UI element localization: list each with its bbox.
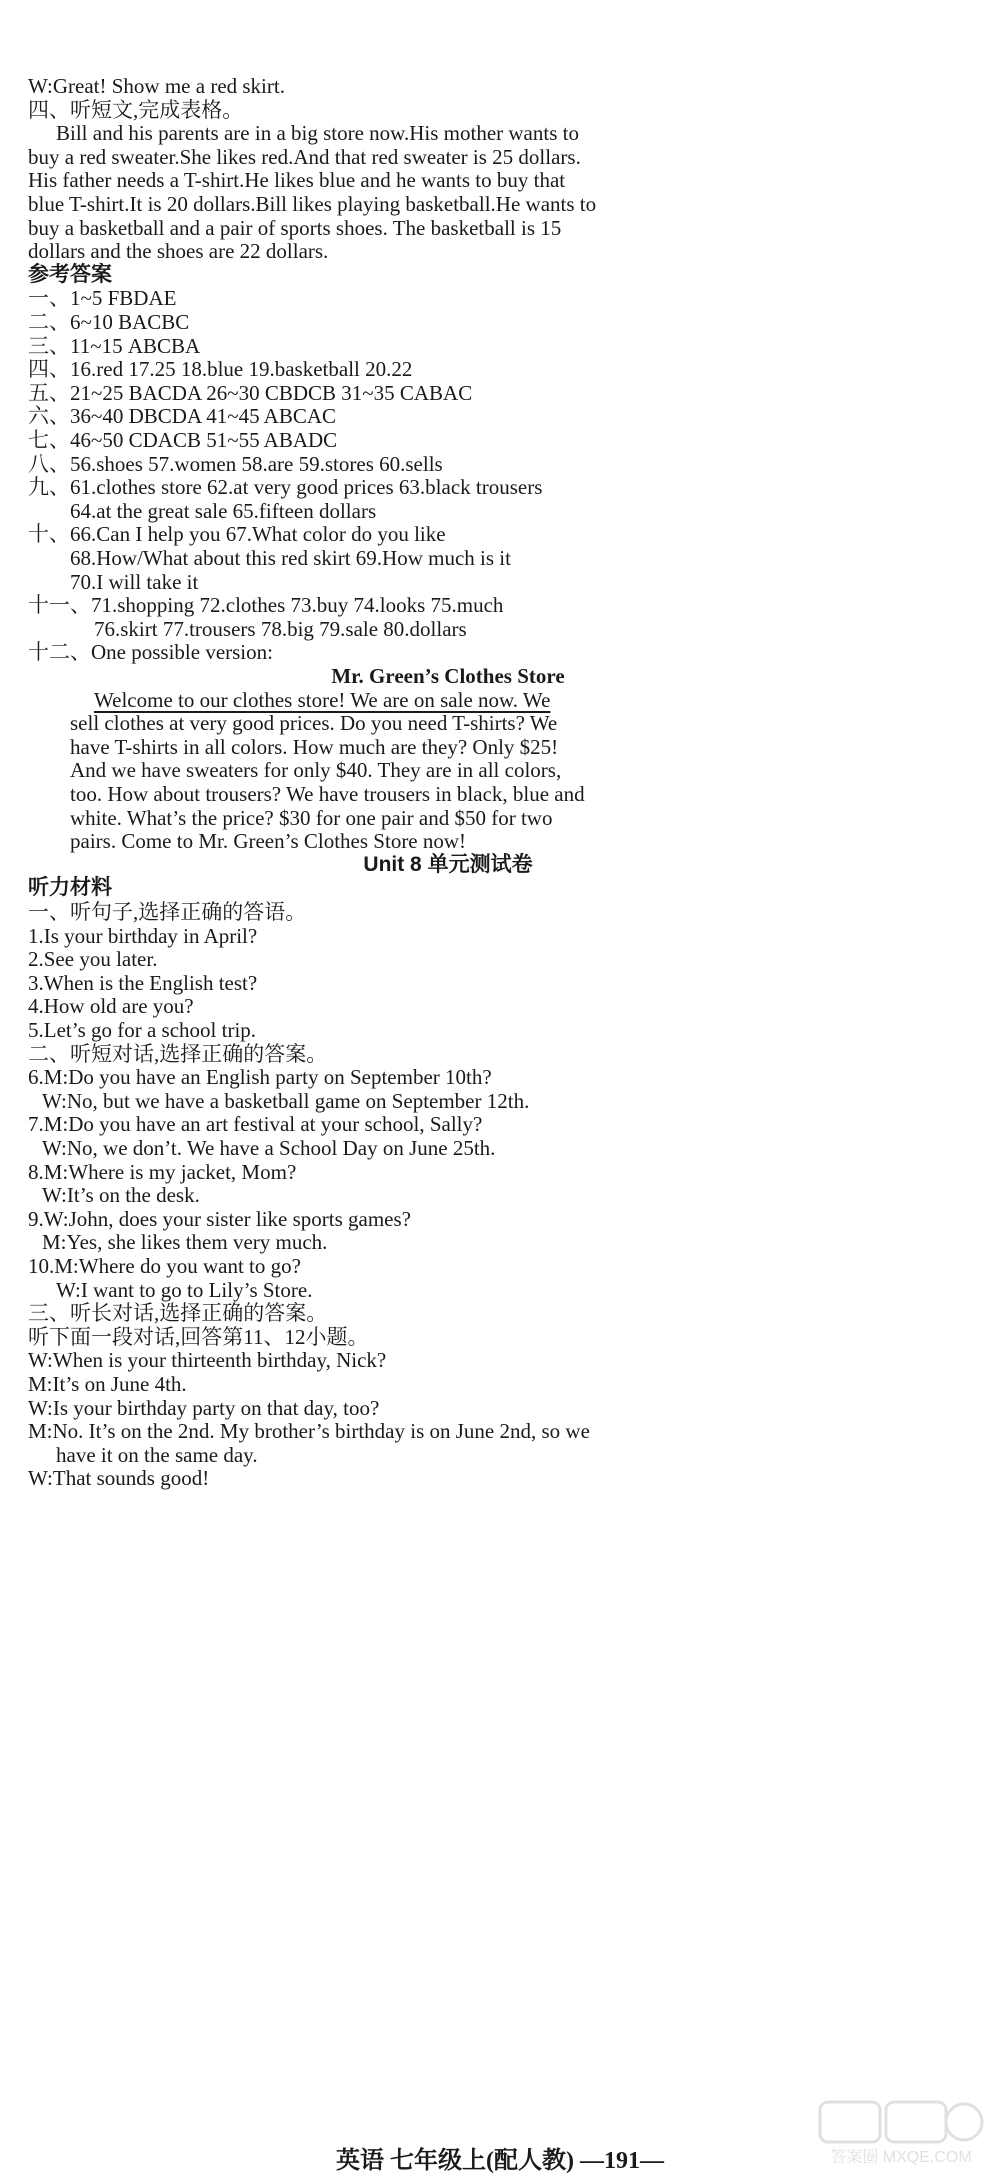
text-line: white. What’s the price? $30 for one pair and $50 for two	[70, 805, 553, 830]
text-line: 七、46~50 CDACB 51~55 ABADC	[28, 428, 338, 452]
text-line: 听力材料	[28, 876, 112, 900]
text-line: buy a basketball and a pair of sports shoes. The basketball is 15	[28, 215, 562, 240]
text-line: 70.I will take it	[70, 569, 199, 594]
text-line: 一、听句子,选择正确的答语。	[28, 900, 307, 924]
text-line: M:No. It’s on the 2nd. My brother’s birthday is on June 2nd, so we	[28, 1419, 590, 1444]
text-line: W:It’s on the desk.	[42, 1183, 200, 1208]
text-line: Bill and his parents are in a big store now.His mother wants to	[56, 121, 579, 146]
text-line: sell clothes at very good prices. Do you need T-shirts? We	[70, 711, 558, 736]
text-line: His father needs a T-shirt.He likes blue and he wants to buy that	[28, 168, 566, 193]
text-line: W:When is your thirteenth birthday, Nick?	[28, 1348, 387, 1373]
text-line: 四、16.red 17.25 18.blue 19.basketball 20.22	[28, 357, 413, 382]
text-line: Unit 8 单元测试卷	[363, 852, 533, 876]
text-line: W:No, we don’t. We have a School Day on June 25th.	[42, 1136, 496, 1160]
text-line: 二、6~10 BACBC	[28, 310, 190, 334]
text-line: 四、听短文,完成表格。	[28, 97, 244, 122]
text-line: M:Yes, she likes them very much.	[42, 1230, 328, 1255]
text-line: W:Is your birthday party on that day, too?	[28, 1395, 380, 1420]
text-line: 八、56.shoes 57.women 58.are 59.stores 60.sells	[28, 451, 443, 476]
text-line: W:No, but we have a basketball game on September 12th.	[42, 1088, 530, 1113]
text-line: have T-shirts in all colors. How much are they? Only $25!	[70, 734, 559, 759]
text-line: 九、61.clothes store 62.at very good prices 63.black trousers	[28, 475, 543, 500]
text-line: And we have sweaters for only $40. They are in all colors,	[70, 758, 562, 783]
text-line: buy a red sweater.She likes red.And that red sweater is 25 dollars.	[28, 144, 581, 169]
text-line: W:Great! Show me a red skirt.	[28, 74, 285, 98]
text-line: 5.Let’s go for a school trip.	[28, 1018, 257, 1042]
text-line: 9.W:John, does your sister like sports games?	[28, 1206, 411, 1231]
text-line: 2.See you later.	[28, 947, 158, 972]
text-line: 64.at the great sale 65.fifteen dollars	[70, 498, 377, 523]
page-footer: 英语 七年级上(配人教) —191—	[336, 2148, 664, 2174]
text-line: 6.M:Do you have an English party on September 10th?	[28, 1065, 492, 1090]
text-line: 十二、One possible version:	[28, 640, 273, 665]
text-line: 1.Is your birthday in April?	[28, 923, 258, 948]
text-line: 三、听长对话,选择正确的答案。	[28, 1301, 328, 1326]
text-line: 十、66.Can I help you 67.What color do you like	[28, 522, 446, 547]
watermark-logo	[816, 2098, 986, 2168]
text-line: have it on the same day.	[56, 1442, 258, 1467]
text-line: M:It’s on June 4th.	[28, 1372, 187, 1396]
text-line: 68.How/What about this red skirt 69.How much is it	[70, 546, 511, 570]
text-line: 10.M:Where do you want to go?	[28, 1254, 301, 1278]
text-line: 7.M:Do you have an art festival at your school, Sally?	[28, 1112, 483, 1137]
text-line: 五、21~25 BACDA 26~30 CBDCB 31~35 CABAC	[28, 380, 473, 405]
text-line: blue T-shirt.It is 20 dollars.Bill likes playing basketball.He wants to	[28, 192, 597, 216]
text-line: too. How about trousers? We have trousers in black, blue and	[70, 782, 585, 806]
text-line: W:That sounds good!	[28, 1466, 210, 1491]
text-line: 一、1~5 FBDAE	[28, 286, 177, 311]
text-line: 3.When is the English test?	[28, 970, 258, 995]
text-line: 二、听短对话,选择正确的答案。	[28, 1041, 328, 1066]
text-line: 4.How old are you?	[28, 994, 194, 1019]
text-line: 六、36~40 DBCDA 41~45 ABCAC	[28, 404, 337, 429]
text-line: 听下面一段对话,回答第11、12小题。	[28, 1324, 369, 1349]
text-line: Mr. Green’s Clothes Store	[331, 664, 565, 688]
text-line: 三、11~15 ABCBA	[28, 333, 201, 358]
text-line: 8.M:Where is my jacket, Mom?	[28, 1159, 297, 1184]
svg-text:答案圈 MXQE.COM: 答案圈 MXQE.COM	[830, 2149, 972, 2166]
text-line: 十一、71.shopping 72.clothes 73.buy 74.looks 75.much	[28, 593, 504, 618]
text-line: pairs. Come to Mr. Green’s Clothes Store now!	[70, 829, 467, 854]
text-line: 参考答案	[28, 262, 112, 286]
text-line: dollars and the shoes are 22 dollars.	[28, 239, 329, 264]
text-line: Welcome to our clothes store! We are on sale now. We	[94, 687, 551, 712]
text-line: 76.skirt 77.trousers 78.big 79.sale 80.dollars	[94, 616, 467, 641]
text-line: W:I want to go to Lily’s Store.	[56, 1277, 313, 1302]
